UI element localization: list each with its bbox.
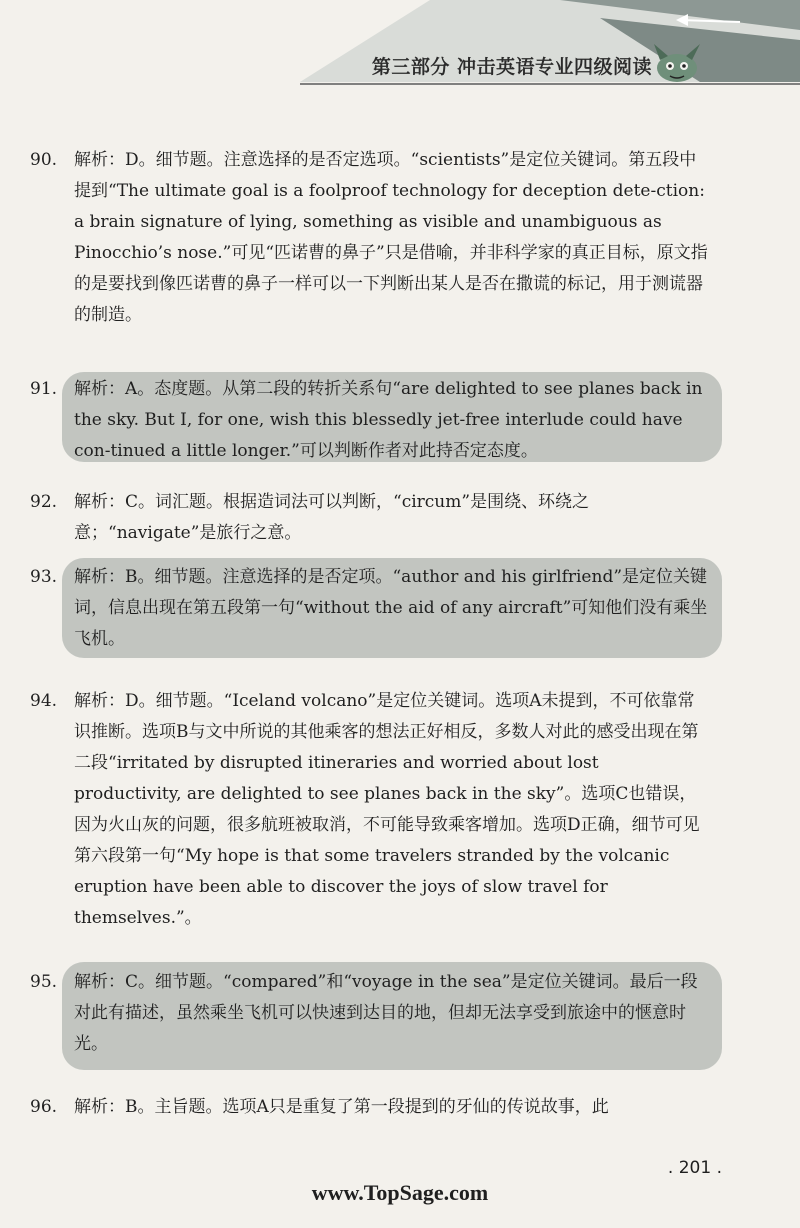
entry-number: 96. [30,1097,58,1117]
entry-text: 解析：D。细节题。“Iceland volcano”是定位关键词。选项A未提到，不可依靠常识推断。选项B与文中所说的其他乘客的想法正好相反，多数人对此的感受出现在第二段“irritated by disrupted itineraries and worried about lost productivity, are delighted to see planes back in the sky”。选项C也错误，因为火山灰的问题，很多航班被取消，不可能导致乘客增加。选项D正确，细节可见第六段第一句“My hope is that some travelers stranded by the volcanic eruption have been able to discover the joys of slow travel for themselves.”。 [74,691,700,928]
entry-text: 解析：D。细节题。注意选择的是否定选项。“scientists”是定位关键词。第五段中提到“The ultimate goal is a foolproof technology for deception dete-ction: a brain signature of lying, something as visible and unambiguous as Pinocchio’s nose.”可见“匹诺曹的鼻子”只是借喻，并非科学家的真正目标，原文指的是要找到像匹诺曹的鼻子一样可以一下判断出某人是否在撒谎的标记，用于测谎器的制造。 [74,150,708,325]
header-title: 第三部分 冲击英语专业四级阅读 [371,56,652,78]
entry-number: 90. [30,150,58,170]
answer-entry-92 [30,487,710,549]
mascot-icon [650,38,704,86]
entry-text: 解析：A。态度题。从第二段的转折关系句“are delighted to see planes back in the sky. But I, for one, wish this blessedly jet-free interlude could have con-tinued a little longer.”可以判断作者对此持否定态度。 [74,379,703,461]
entry-text: 解析：B。细节题。注意选择的是否定项。“author and his girlfriend”是定位关键词，信息出现在第五段第一句“without the aid of any aircraft”可知他们没有乘坐飞机。 [74,567,708,649]
footer-url: www.TopSage.com [311,1180,489,1205]
answer-entry-93 [30,562,710,655]
entry-number: 92. [30,492,58,512]
answer-entry-90 [30,145,710,331]
answer-entry-96 [30,1092,710,1123]
answer-entry-95 [30,967,710,1060]
entry-number: 91. [30,379,58,399]
entry-text: 解析：B。主旨题。选项A只是重复了第一段提到的牙仙的传说故事，此 [74,1097,609,1117]
entry-number: 93. [30,567,58,587]
entry-text: 解析：C。细节题。“compared”和“voyage in the sea”是定位关键词。最后一段对此有描述，虽然乘坐飞机可以快速到达目的地，但却无法享受到旅途中的惬意时光。 [74,972,698,1054]
answer-entry-91 [30,374,710,467]
entry-text: 解析：C。词汇题。根据造词法可以判断，“circum”是围绕、环绕之意；“navigate”是旅行之意。 [74,492,590,543]
page-number: . 201 . [667,1158,722,1178]
entry-number: 94. [30,691,58,711]
entry-number: 95. [30,972,58,992]
answer-entry-94 [30,686,710,934]
